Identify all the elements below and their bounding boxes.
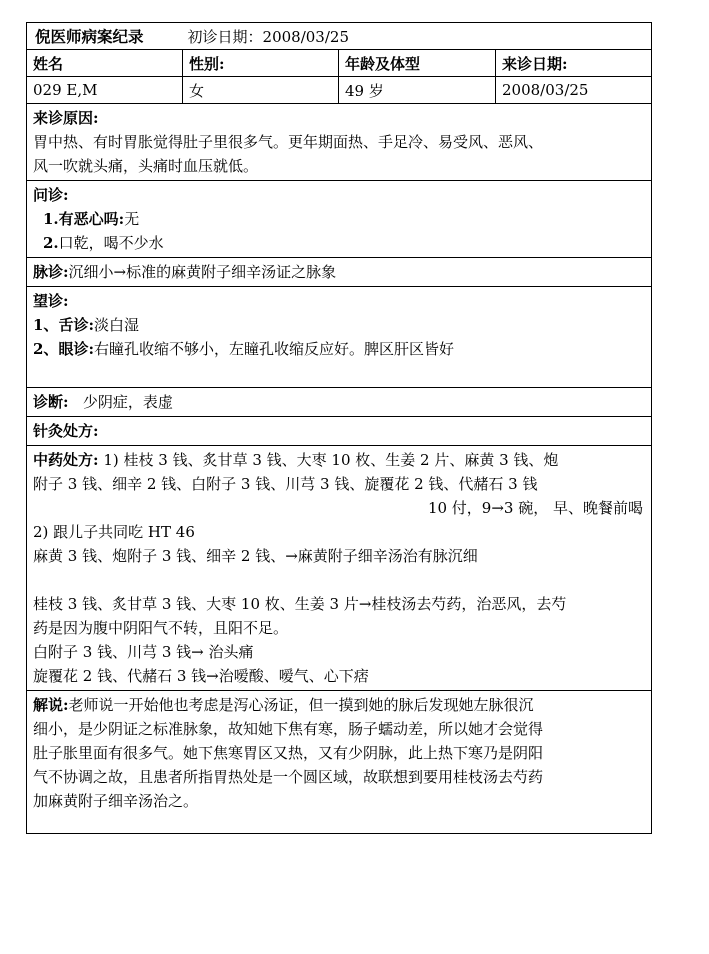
explanation-section [27,691,651,833]
first-visit-label: 初诊日期： [187,27,263,46]
reason-label: 来诊原因: [33,109,99,127]
herbal-line: 1) 桂枝 3 钱、炙甘草 3 钱、大枣 10 枚、生姜 2 片、麻黄 3 钱、炮 [103,451,559,469]
herbal-section [27,446,651,691]
inquiry-label: 问诊: [33,186,69,204]
inspection-num: 1、 [33,316,59,334]
reason-section [27,104,651,181]
diagnosis-label: 诊断: [33,393,69,411]
value-visit-date: 2008/03/25 [502,81,589,99]
record-title: 倪医师病案纪录 [35,27,144,46]
explanation-line: 细小，是少阴证之标准脉象，故知她下焦有寒，肠子蠕动差，所以她才会觉得 [33,720,544,738]
acupuncture-label: 针灸处方: [33,422,99,440]
inspection-question: 眼诊: [58,340,94,358]
acupuncture-section [27,417,651,446]
inspection-section [27,287,651,388]
explanation-label: 解说: [33,696,69,714]
inspection-question: 舌诊: [58,316,94,334]
herbal-label: 中药处方: [33,451,99,469]
inquiry-item [33,231,645,255]
herbal-line: 附子 3 钱、细辛 2 钱、白附子 3 钱、川芎 3 钱、旋覆花 2 钱、代赭石 3 钱 [33,475,538,493]
pulse-section [27,258,651,287]
inquiry-section [27,181,651,258]
herbal-line: 2) 跟儿子共同吃 HT 46 [33,523,195,541]
inspection-item [33,337,645,361]
herbal-line: 10 付，9→3 碗， 早、晚餐前喝 [427,499,643,517]
inspection-answer: 淡白湿 [93,316,139,334]
value-name: 029 E,M [27,77,183,103]
header-age: 年龄及体型 [339,50,496,76]
herbal-line: 桂枝 3 钱、炙甘草 3 钱、大枣 10 枚、生姜 3 片→桂枝汤去芍药，治恶风，去芍 [33,595,567,613]
spacer [33,568,645,592]
inspection-item [33,313,645,337]
title-row [27,23,651,50]
reason-line: 风一吹就头痛，头痛时血压就低。 [33,157,259,175]
explanation-line: 加麻黄附子细辛汤治之。 [33,792,199,810]
inspection-num: 2、 [33,340,59,358]
case-record-sheet [26,22,652,834]
explanation-line: 肚子胀里面有很多气。她下焦寒胃区又热，又有少阴脉，此上热下寒乃是阴阳 [33,744,544,762]
inquiry-question: 有恶心吗: [58,210,125,228]
reason-line: 胃中热、有时胃胀觉得肚子里很多气。更年期面热、手足冷、易受风、恶风、 [33,133,544,151]
herbal-line: 药是因为腹中阴阳气不转，且阳不足。 [33,619,289,637]
first-visit-date: 2008/03/25 [262,27,349,46]
header-name: 姓名 [27,50,183,76]
explanation-line: 气不协调之故，且患者所指胃热处是一个圆区域，故联想到要用桂枝汤去芍药 [33,768,544,786]
inquiry-answer: 无 [124,210,140,228]
explanation-line: 老师说一开始他也考虑是泻心汤证，但一摸到她的脉后发现她左脉很沉 [68,696,534,714]
inquiry-num: 2. [43,234,59,252]
value-sex: 女 [183,77,339,103]
pulse-label: 脉诊: [33,263,69,281]
header-sex: 性别: [183,50,339,76]
info-header-row [27,50,651,77]
info-value-row [27,77,651,104]
first-visit [188,26,349,47]
herbal-line: 白附子 3 钱、川芎 3 钱→ 治头痛 [33,643,254,661]
inspection-label: 望诊: [33,292,69,310]
inspection-answer: 右瞳孔收缩不够小，左瞳孔收缩反应好。脾区肝区皆好 [93,340,454,358]
diagnosis-text: 少阴症，表虚 [82,393,173,411]
inquiry-num: 1. [43,210,59,228]
pulse-text: 沉细小→标准的麻黄附子细辛汤证之脉象 [68,263,337,281]
inquiry-item [33,207,645,231]
header-visit-date: 来诊日期: [502,54,568,73]
herbal-line: 旋覆花 2 钱、代赭石 3 钱→治嗳酸、嗳气、心下痞 [33,667,369,685]
herbal-line: 麻黄 3 钱、炮附子 3 钱、细辛 2 钱、→麻黄附子细辛汤治有脉沉细 [33,547,478,565]
inquiry-answer: 口乾，喝不少水 [58,234,164,252]
spacer [33,361,645,385]
value-age: 49 岁 [339,77,496,103]
diagnosis-section [27,388,651,417]
